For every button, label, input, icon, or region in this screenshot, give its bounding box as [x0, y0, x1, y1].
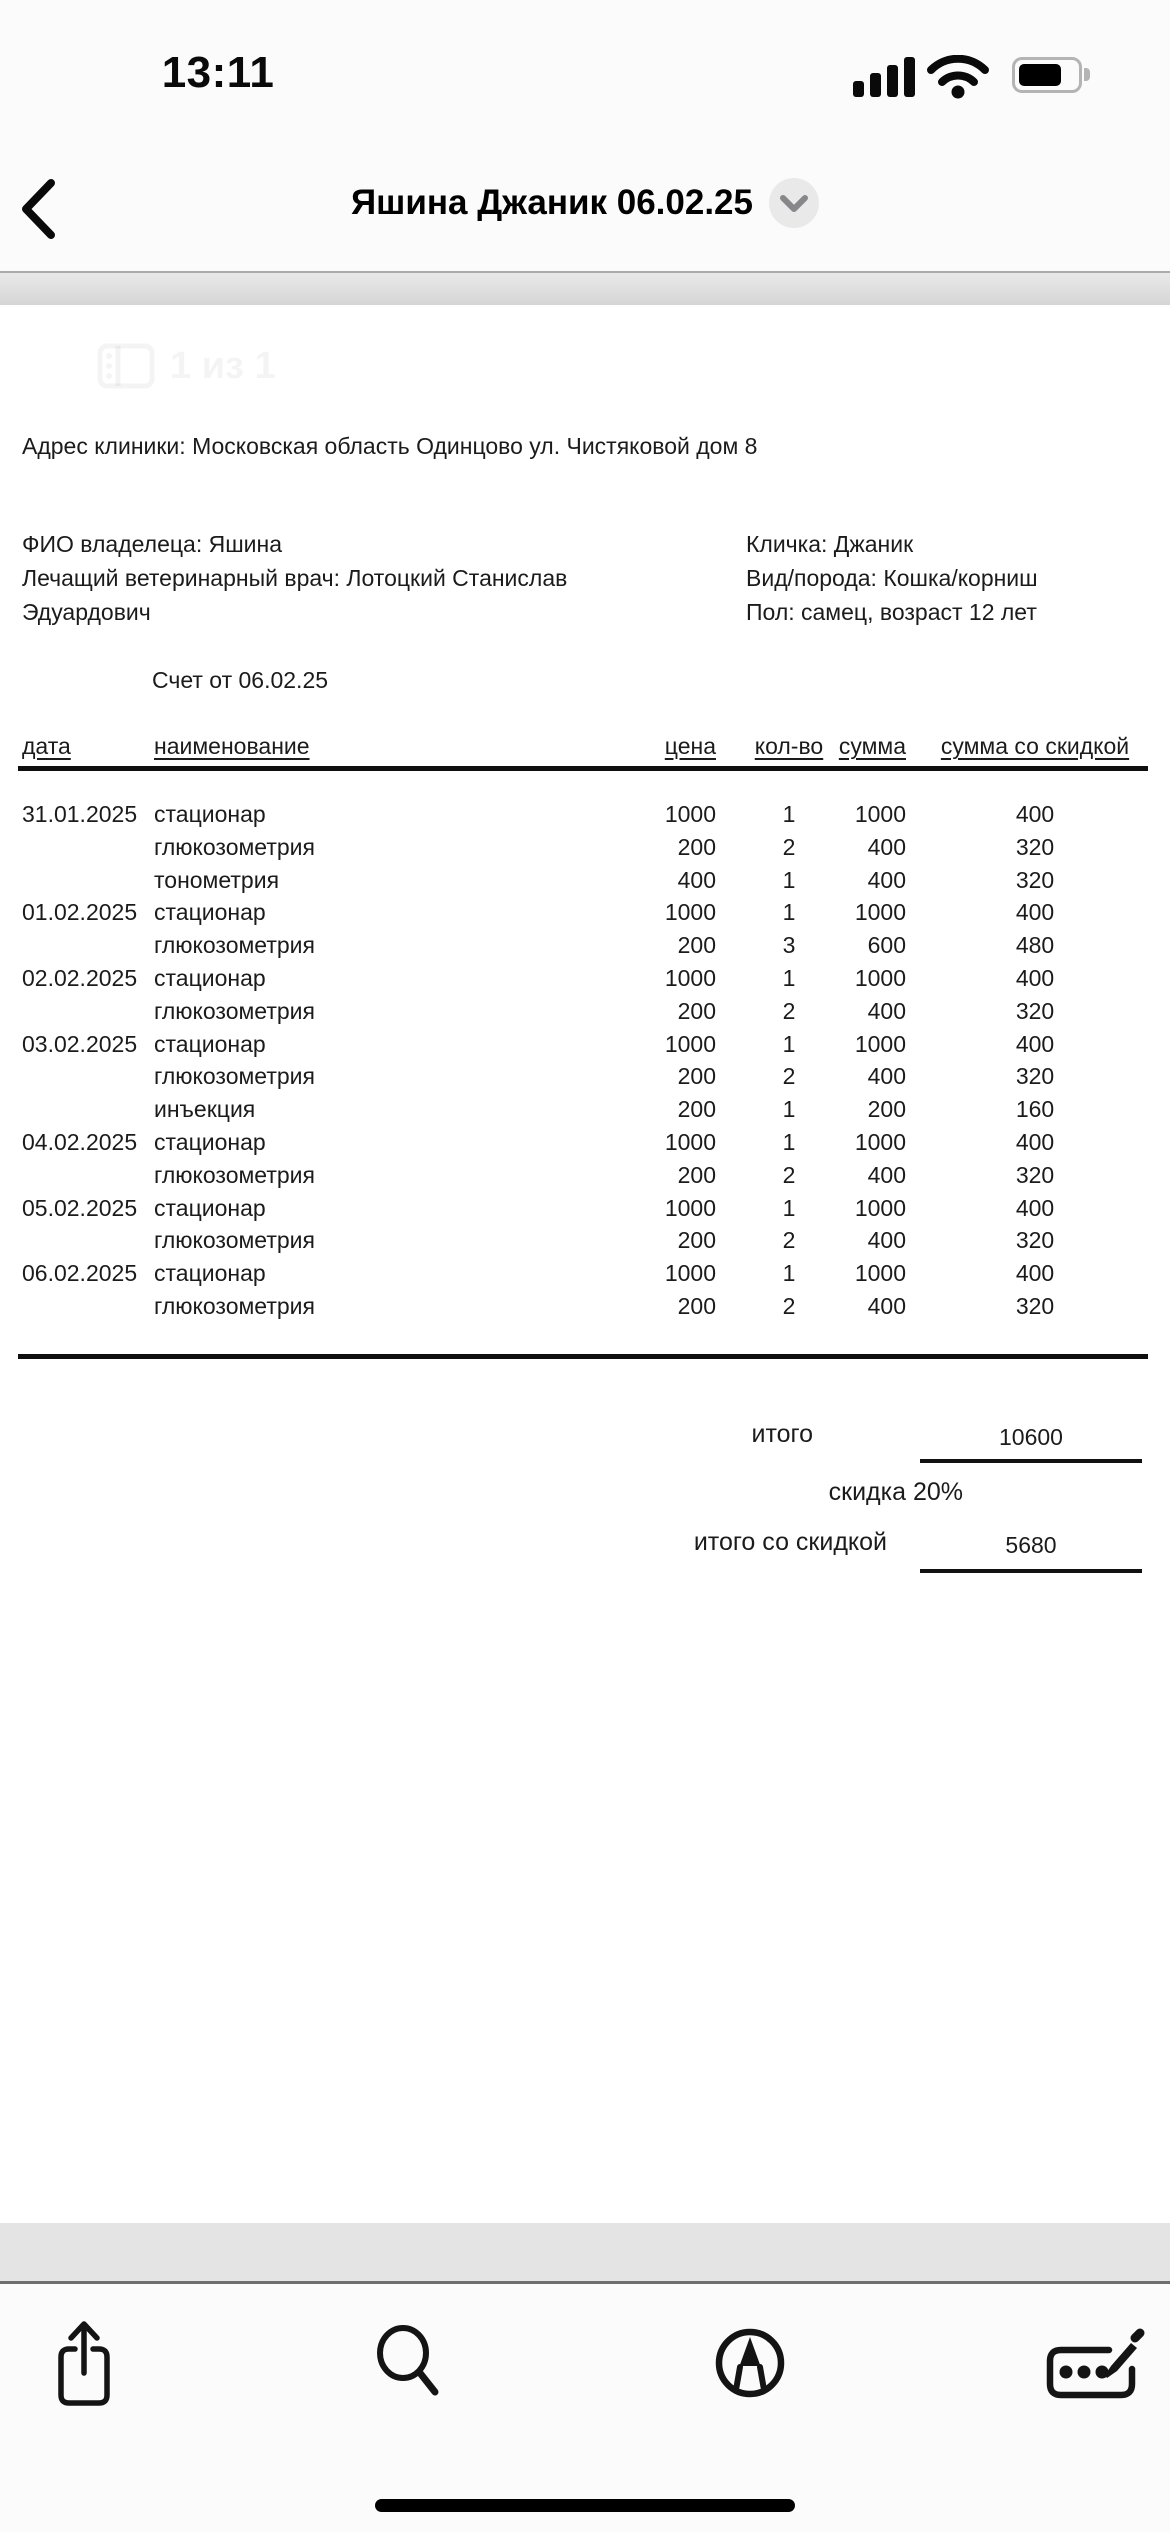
- cell-price: 1000: [664, 801, 716, 827]
- total-underline: [920, 1459, 1142, 1463]
- thumbnails-sidebar-icon: [97, 343, 155, 389]
- pet-info: [746, 527, 1038, 629]
- cell-price: 1000: [664, 964, 716, 991]
- page-number-indicator: [170, 345, 276, 388]
- cell-sum: 400: [867, 1292, 906, 1319]
- cell-qty: 2: [782, 833, 796, 860]
- markup-icon: [711, 2324, 789, 2402]
- cell-date: 04.02.2025: [22, 1128, 138, 1155]
- table-top-rule: [18, 766, 1148, 771]
- col-header-qty: кол-во: [754, 733, 824, 759]
- cell-name: стационар: [154, 899, 266, 926]
- table-row: [0, 1092, 1170, 1125]
- col-header-discount-sum: сумма со скидкой: [940, 733, 1130, 759]
- table-row: [0, 961, 1170, 994]
- discounted-total-value: 5680: [1005, 1532, 1057, 1558]
- cell-sum: 600: [867, 932, 906, 959]
- signature-fill-button[interactable]: [1041, 2308, 1151, 2418]
- cell-price: 1000: [664, 1194, 716, 1221]
- cell-discount-sum: 400: [1015, 1260, 1055, 1287]
- table-row: [0, 1223, 1170, 1256]
- cell-sum: 1000: [854, 1260, 906, 1287]
- cell-sum: 400: [867, 866, 906, 893]
- table-header: [0, 729, 1170, 765]
- wifi-icon: [926, 55, 990, 99]
- table-row: [0, 928, 1170, 961]
- vet-line-1: Лечащий ветеринарный врач: Лотоцкий Станислав: [22, 565, 568, 591]
- document-title: Яшина Джаник 06.02.25: [351, 183, 753, 222]
- cell-discount-sum: 400: [1015, 899, 1055, 926]
- cell-qty: 2: [782, 1292, 796, 1319]
- pet-name-line: Кличка: Джаник: [746, 531, 914, 557]
- share-button[interactable]: [29, 2308, 139, 2418]
- cell-sum: 1000: [854, 964, 906, 991]
- cell-price: 1000: [664, 899, 716, 926]
- cell-discount-sum: 320: [1015, 1292, 1055, 1319]
- cell-qty: 2: [782, 997, 796, 1024]
- cell-qty: 1: [782, 899, 796, 926]
- table-row: [0, 1158, 1170, 1191]
- cell-discount-sum: 320: [1015, 1227, 1055, 1254]
- cell-price: 200: [677, 997, 716, 1024]
- cell-name: стационар: [154, 1260, 266, 1287]
- battery-nub: [1084, 68, 1090, 81]
- cell-discount-sum: 400: [1015, 1030, 1055, 1057]
- cell-name: глюкозометрия: [154, 1227, 315, 1254]
- bottom-toolbar: [0, 2281, 1170, 2532]
- col-header-date: дата: [22, 733, 71, 759]
- cell-discount-sum: 160: [1015, 1096, 1055, 1123]
- cell-price: 200: [677, 1292, 716, 1319]
- cell-date: 31.01.2025: [22, 801, 138, 827]
- cell-discount-sum: 320: [1015, 997, 1055, 1024]
- table-row: [0, 1191, 1170, 1224]
- cell-qty: 1: [782, 1096, 796, 1123]
- cell-price: 1000: [664, 1128, 716, 1155]
- table-row: [0, 1289, 1170, 1322]
- discount-label: скидка 20%: [828, 1478, 963, 1506]
- search-button[interactable]: [354, 2308, 464, 2418]
- cell-price: 1000: [664, 1030, 716, 1057]
- cell-date: 01.02.2025: [22, 899, 138, 926]
- cell-price: 200: [677, 1161, 716, 1188]
- total-value: 10600: [999, 1424, 1063, 1450]
- col-header-sum: сумма: [838, 733, 906, 759]
- cell-price: 200: [677, 1063, 716, 1090]
- cell-sum: 200: [867, 1096, 906, 1123]
- cell-qty: 1: [782, 1128, 796, 1155]
- table-row: [0, 994, 1170, 1027]
- table-row: [0, 1059, 1170, 1092]
- cell-sum: 400: [867, 1063, 906, 1090]
- cell-sum: 1000: [854, 899, 906, 926]
- cell-name: стационар: [154, 964, 266, 991]
- cell-sum: 400: [867, 1227, 906, 1254]
- table-bottom-rule: [18, 1354, 1148, 1359]
- markup-button[interactable]: [695, 2308, 805, 2418]
- viewer-background-bottom: [0, 2223, 1170, 2281]
- cell-discount-sum: 400: [1015, 964, 1055, 991]
- viewer-background-top: [0, 273, 1170, 305]
- home-indicator[interactable]: [375, 2499, 795, 2512]
- cellular-signal-icon: [853, 55, 919, 97]
- cell-name: тонометрия: [154, 866, 280, 893]
- cell-date: 05.02.2025: [22, 1194, 138, 1221]
- cell-name: глюкозометрия: [154, 997, 315, 1024]
- col-header-price: цена: [664, 733, 716, 759]
- cell-price: 200: [677, 1227, 716, 1254]
- cell-sum: 400: [867, 997, 906, 1024]
- cell-qty: 1: [782, 1260, 796, 1287]
- chevron-down-icon: [771, 180, 817, 226]
- cell-name: глюкозометрия: [154, 1063, 315, 1090]
- cell-sum: 1000: [854, 1128, 906, 1155]
- nav-title-group: [0, 148, 1170, 258]
- cell-price: 1000: [664, 1260, 716, 1287]
- vet-line-2: Эдуардович: [22, 599, 151, 625]
- cell-discount-sum: 400: [1015, 1194, 1055, 1221]
- pet-breed-line: Вид/порода: Кошка/корниш: [746, 565, 1038, 591]
- pdf-page[interactable]: [0, 305, 1170, 2223]
- cell-sum: 1000: [854, 801, 906, 827]
- cell-price: 400: [677, 866, 716, 893]
- cell-discount-sum: 480: [1015, 932, 1055, 959]
- invoice-title: Счет от 06.02.25: [152, 667, 329, 693]
- cell-qty: 1: [782, 801, 796, 827]
- invoice-table: [0, 797, 1170, 1322]
- status-time: 13:11: [161, 48, 275, 97]
- cell-qty: 1: [782, 1194, 796, 1221]
- cell-name: глюкозометрия: [154, 1161, 315, 1188]
- cell-qty: 2: [782, 1227, 796, 1254]
- battery-fill: [1019, 64, 1061, 86]
- cell-qty: 3: [782, 932, 796, 959]
- cell-name: глюкозометрия: [154, 932, 315, 959]
- cell-discount-sum: 320: [1015, 1063, 1055, 1090]
- pet-sex-line: Пол: самец, возраст 12 лет: [746, 599, 1037, 625]
- cell-qty: 2: [782, 1063, 796, 1090]
- battery-icon: [1012, 57, 1082, 93]
- cell-sum: 400: [867, 1161, 906, 1188]
- cell-name: стационар: [154, 1128, 266, 1155]
- owner-line: ФИО владелеца: Яшина: [22, 531, 283, 557]
- title-menu-button[interactable]: [769, 178, 819, 228]
- clinic-address: Адрес клиники: Московская область Одинцово ул. Чистяковой дом 8: [22, 433, 758, 459]
- col-header-name: наименование: [154, 733, 310, 759]
- search-icon: [373, 2325, 445, 2401]
- discounted-total-underline: [920, 1569, 1142, 1573]
- table-row: [0, 863, 1170, 896]
- cell-discount-sum: 400: [1015, 801, 1055, 827]
- cell-date: 03.02.2025: [22, 1030, 138, 1057]
- total-label: итого: [751, 1420, 813, 1448]
- cell-sum: 1000: [854, 1194, 906, 1221]
- discounted-total-label: итого со скидкой: [693, 1528, 887, 1556]
- cell-name: глюкозометрия: [154, 833, 315, 860]
- table-row: [0, 1256, 1170, 1289]
- cell-name: инъекция: [154, 1096, 256, 1123]
- cell-name: стационар: [154, 1194, 266, 1221]
- cell-qty: 2: [782, 1161, 796, 1188]
- cell-sum: 400: [867, 833, 906, 860]
- table-row: [0, 797, 1170, 830]
- cell-sum: 1000: [854, 1030, 906, 1057]
- cell-discount-sum: 320: [1015, 1161, 1055, 1188]
- cell-qty: 1: [782, 964, 796, 991]
- cell-price: 200: [677, 932, 716, 959]
- table-row: [0, 1027, 1170, 1060]
- cell-date: 02.02.2025: [22, 964, 138, 991]
- cell-discount-sum: 400: [1015, 1128, 1055, 1155]
- cell-discount-sum: 320: [1015, 866, 1055, 893]
- cell-name: глюкозометрия: [154, 1292, 315, 1319]
- table-row: [0, 1125, 1170, 1158]
- cell-qty: 1: [782, 866, 796, 893]
- cell-date: 06.02.2025: [22, 1260, 138, 1287]
- owner-vet-info: [22, 527, 642, 629]
- cell-discount-sum: 320: [1015, 833, 1055, 860]
- cell-qty: 1: [782, 1030, 796, 1057]
- share-icon: [55, 2317, 113, 2409]
- signature-fill-icon: [1045, 2322, 1147, 2404]
- cell-name: стационар: [154, 1030, 266, 1057]
- table-row: [0, 895, 1170, 928]
- table-row: [0, 830, 1170, 863]
- cell-price: 200: [677, 1096, 716, 1123]
- cell-price: 200: [677, 833, 716, 860]
- cell-name: стационар: [154, 801, 266, 827]
